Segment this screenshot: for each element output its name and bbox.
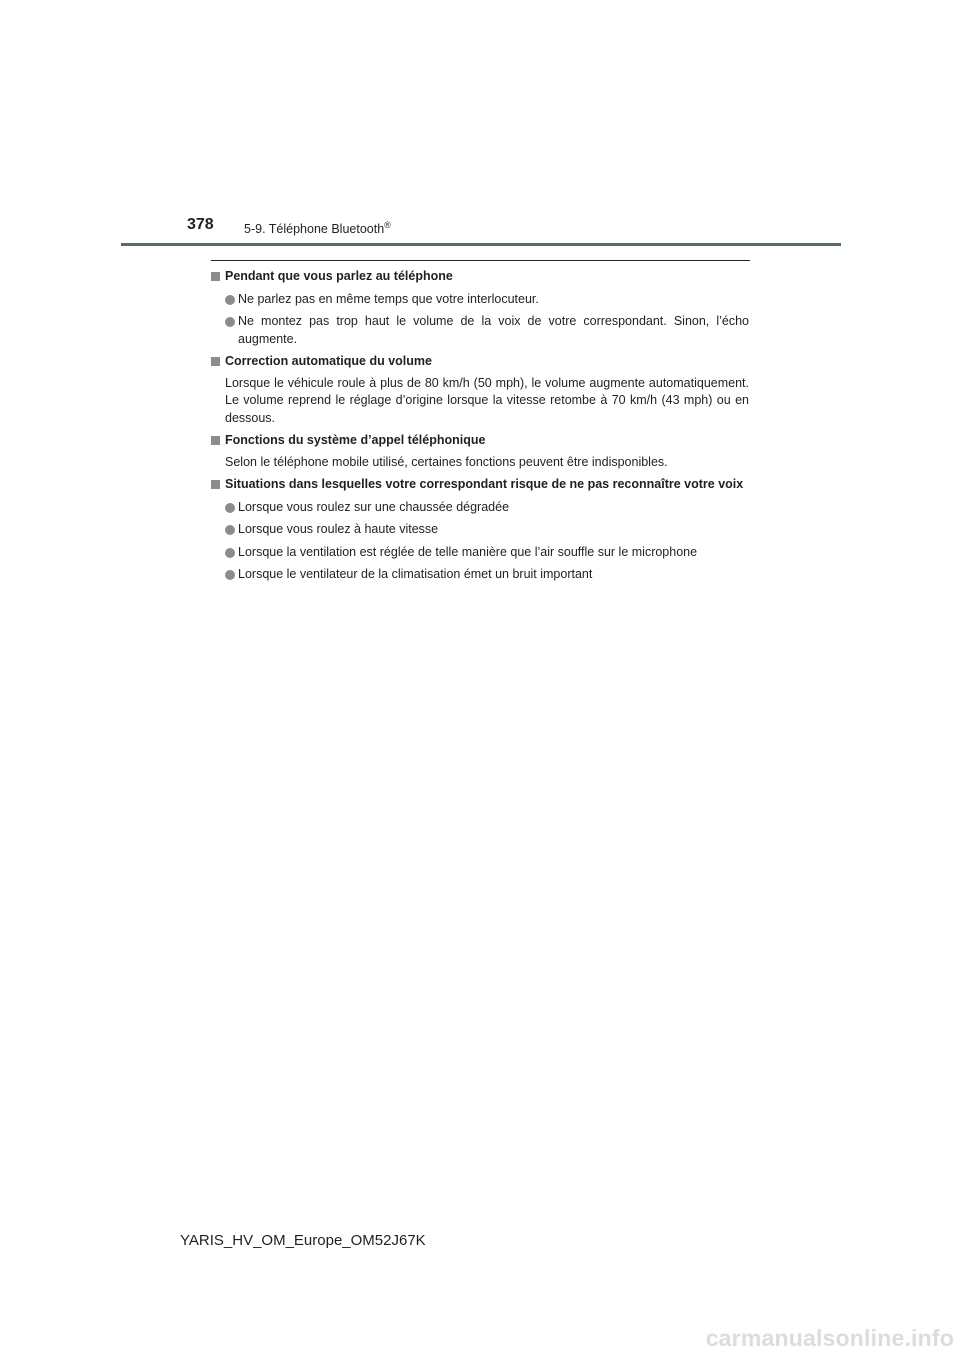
section-title <box>244 220 391 238</box>
list-item-text: Lorsque vous roulez sur une chaussée dégradée <box>238 499 510 514</box>
square-bullet-icon <box>211 272 220 281</box>
square-bullet-icon <box>211 480 220 489</box>
circle-bullet-icon <box>225 317 235 327</box>
heading-text: Situations dans lesquelles votre correspondant risque de ne pas reconnaître votre voix <box>225 477 744 491</box>
footer-doc-code: YARIS_HV_OM_Europe_OM52J67K <box>180 1232 426 1249</box>
paragraph-auto-volume: Lorsque le véhicule roule à plus de 80 km/h (50 mph), le volume augmente automatiquement. Le volume reprend le réglage d’origine lorsque la vitesse retombe à 70 km/h (43 mph) ou en dessous. <box>225 375 749 425</box>
circle-bullet-icon <box>225 503 235 513</box>
page-number: 378 <box>187 216 214 233</box>
header-rule <box>121 243 841 246</box>
list-item <box>211 313 749 348</box>
list-item-text: Ne montez pas trop haut le volume de la voix de votre correspondant. Sinon, l’écho augmente. <box>238 314 749 346</box>
list-item <box>211 291 749 309</box>
list-item <box>211 544 749 562</box>
registered-mark: ® <box>384 220 391 230</box>
paragraph-call-functions: Selon le téléphone mobile utilisé, certaines fonctions peuvent être indisponibles. <box>225 454 668 469</box>
list-item <box>211 566 749 584</box>
list-item-text: Lorsque vous roulez à haute vitesse <box>238 522 439 536</box>
content-area <box>211 268 749 584</box>
circle-bullet-icon <box>225 295 235 305</box>
section-title-text: 5-9. Téléphone Bluetooth <box>244 222 385 236</box>
circle-bullet-icon <box>225 570 235 580</box>
heading-text: Fonctions du système d’appel téléphonique <box>225 433 486 447</box>
square-bullet-icon <box>211 436 220 445</box>
heading-text: Pendant que vous parlez au téléphone <box>225 269 453 283</box>
list-item-text: Ne parlez pas en même temps que votre interlocuteur. <box>238 291 539 306</box>
content-top-rule <box>211 260 750 261</box>
list-item <box>211 499 749 517</box>
heading-text: Correction automatique du volume <box>225 354 432 368</box>
list-item-text: Lorsque le ventilateur de la climatisation émet un bruit important <box>238 567 593 581</box>
circle-bullet-icon <box>225 548 235 558</box>
watermark: carmanualsonline.info <box>705 1325 954 1351</box>
heading-auto-volume <box>211 353 749 371</box>
heading-call-in-progress <box>211 268 749 286</box>
circle-bullet-icon <box>225 525 235 535</box>
list-item-text: Lorsque la ventilation est réglée de telle manière que l’air souffle sur le microphone <box>238 544 698 559</box>
heading-call-functions <box>211 432 749 450</box>
heading-voice-recognition <box>211 476 749 494</box>
square-bullet-icon <box>211 357 220 366</box>
list-item <box>211 521 749 539</box>
